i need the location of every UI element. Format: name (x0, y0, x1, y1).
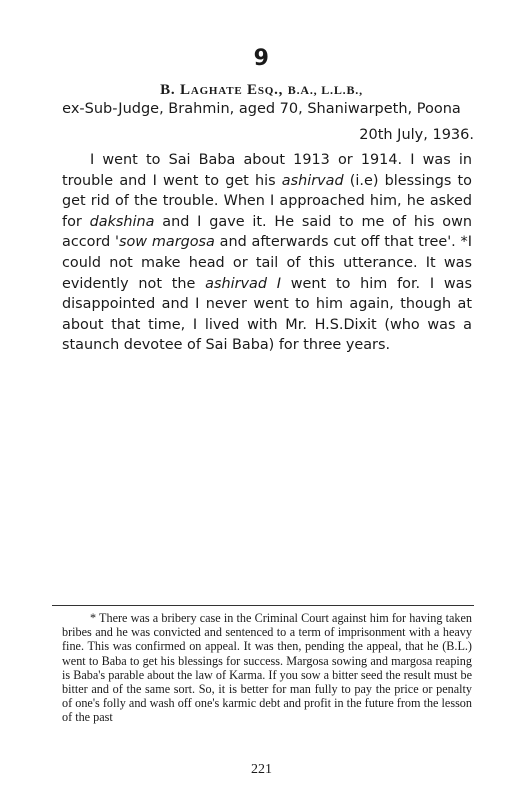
footnote-divider (52, 605, 474, 606)
body-italic-term: ashirvad I (205, 275, 281, 292)
body-text-run: and I gave it. He said to me of his own accord (62, 213, 472, 251)
chapter-number: 9 (253, 46, 270, 71)
body-italic-term: 'sow margosa (115, 234, 215, 251)
body-text-run: I went to Sai Baba about 1913 or 1914. I was in trouble and I went to get his (62, 152, 472, 189)
person-qualifications: B.A., L.L.B., (287, 83, 363, 97)
body-italic-term: ashirvad (281, 172, 344, 189)
person-name: B. Laghate Esq., (160, 82, 284, 98)
body-text-run: and afterwards cut off that tree'. *I could not make head or tail of this utterance. It was evidently not the (62, 234, 472, 292)
footnote-text: * There was a bribery case in the Criminal Court against him for having taken bribes and he was convicted and sentenced to a term of imprisonment with a heavy fine. This was confirmed on appeal. It was then, pending the appeal, that he (B.L.) went to Baba to get his blessings for success. Margosa sowing and margosa reaping is Baba's parable about the law of Karma. If you sow a bitter seed the result must be bitter and of the same sort. So, it is better for man fully to pay the price or penalty of one's folly and wash off one's karmic debt and profit in the future from the lesson of the past (62, 611, 472, 725)
body-text-run: went to him for. I was disappointed and I never went to him again, though at about that time, I lived with Mr. H.S.Dixit (who was a staunch devotee of Sai Baba) for three years. (62, 275, 472, 354)
page-number: 221 (251, 762, 272, 777)
body-paragraph (62, 150, 472, 356)
statement-date: 20th July, 1936. (359, 127, 474, 143)
person-description: ex-Sub-Judge, Brahmin, aged 70, Shaniwarpeth, Poona (62, 101, 461, 117)
person-heading (0, 82, 523, 99)
body-text-run: (i.e) blessings to get rid of the trouble. When I approached him, he asked for (62, 172, 472, 230)
body-italic-term: dakshina (89, 213, 155, 230)
